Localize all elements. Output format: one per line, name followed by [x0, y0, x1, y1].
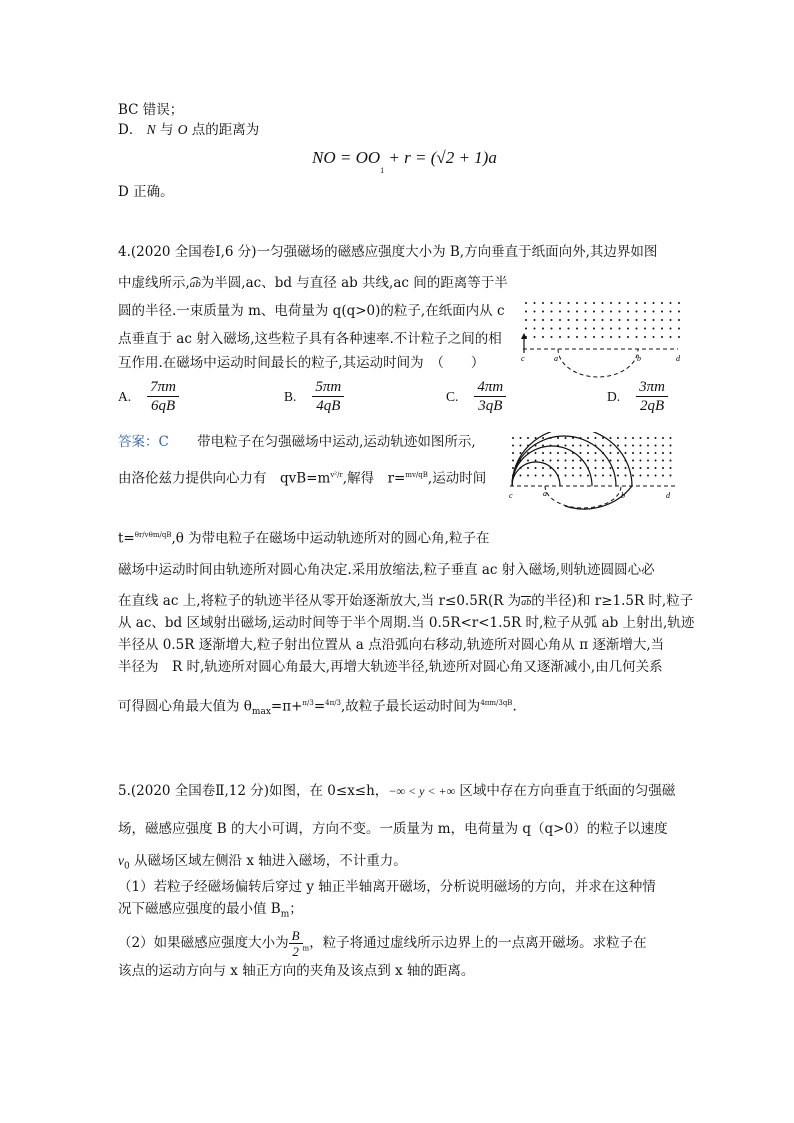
- field-dot: [678, 336, 680, 338]
- field-dot: [557, 437, 559, 439]
- fig1-label-a: a: [554, 354, 558, 363]
- field-dot: [619, 328, 621, 330]
- a4-line-1: 答案：C 带电粒子在匀强磁场中运动,运动轨迹如图所示,: [118, 434, 476, 450]
- field-dot: [610, 302, 612, 304]
- field-dot: [535, 467, 537, 469]
- field-dot: [527, 460, 529, 462]
- field-dot: [647, 460, 649, 462]
- field-dot: [619, 319, 621, 321]
- field-dot: [653, 328, 655, 330]
- field-dot: [647, 452, 649, 454]
- field-dot: [670, 302, 672, 304]
- field-dot: [644, 302, 646, 304]
- field-dot: [632, 475, 634, 477]
- a4-line-8: 半径为 R 时,轨迹所对圆心角最大,再增大轨迹半径,轨迹所对圆心角又逐渐减小,由几何关系: [118, 659, 663, 675]
- fig1-label-d: d: [676, 354, 680, 363]
- field-dot: [576, 302, 578, 304]
- d-correct-text: D 正确。: [118, 184, 174, 200]
- field-dot: [542, 319, 544, 321]
- fig1-label-b: b: [637, 354, 641, 363]
- field-dot: [640, 460, 642, 462]
- field-dot: [568, 302, 570, 304]
- a4-line-7: 半径从 0.5R 逐渐增大,粒子射出位置从 a 点沿弧向右移动,轨迹所对圆心角从 π 逐渐增大,当: [118, 637, 665, 653]
- q5-line-6: （2）如果磁感应强度大小为 $\frac{B}{2}$ $_m$，粒子将通过虚线所示边界上的一点离开磁场。求粒子在: [118, 928, 647, 959]
- field-dot: [595, 467, 597, 469]
- field-dot: [670, 319, 672, 321]
- field-dot: [572, 467, 574, 469]
- field-dot: [625, 445, 627, 447]
- field-dot: [627, 319, 629, 321]
- field-dot: [619, 336, 621, 338]
- field-dot: [610, 467, 612, 469]
- field-dot: [559, 311, 561, 313]
- field-dot: [655, 437, 657, 439]
- field-dot: [640, 475, 642, 477]
- field-dot: [512, 445, 514, 447]
- field-dot: [568, 311, 570, 313]
- field-dot: [559, 328, 561, 330]
- field-dot: [647, 437, 649, 439]
- field-dot: [670, 452, 672, 454]
- field-dot: [534, 336, 536, 338]
- field-dot: [593, 336, 595, 338]
- field-dot: [602, 445, 604, 447]
- field-dot: [512, 437, 514, 439]
- field-dot: [525, 302, 527, 304]
- field-dot: [662, 445, 664, 447]
- field-dot: [542, 302, 544, 304]
- field-dot: [625, 452, 627, 454]
- field-dot: [662, 460, 664, 462]
- field-dot: [647, 475, 649, 477]
- field-dot: [670, 445, 672, 447]
- field-dot: [559, 302, 561, 304]
- arc-ab-symbol: ab: [189, 278, 201, 290]
- field-dot: [559, 319, 561, 321]
- field-dot: [512, 460, 514, 462]
- field-dot: [551, 336, 553, 338]
- q5-line-7: 该点的运动方向与 x 轴正方向的夹角及该点到 x 轴的距离。: [118, 963, 475, 979]
- fig2-label-d: d: [666, 491, 670, 500]
- field-dot: [602, 302, 604, 304]
- field-dot: [595, 475, 597, 477]
- field-dot: [593, 328, 595, 330]
- a4-line-6: 从 ac、bd 区域射出磁场,运动时间等于半个周期.当 0.5R<r<1.5R 时,粒子从弧 ab 上射出,轨迹: [118, 615, 695, 631]
- field-dot: [585, 319, 587, 321]
- field-dot: [617, 460, 619, 462]
- field-dot: [565, 452, 567, 454]
- field-dot: [551, 302, 553, 304]
- q4-magnetic-field-figure: [518, 297, 688, 387]
- field-dot: [610, 319, 612, 321]
- field-dot: [595, 460, 597, 462]
- field-dot: [640, 437, 642, 439]
- field-dot: [534, 328, 536, 330]
- option-d[interactable]: D. $\frac{3\pi m}{2qB}$: [607, 378, 668, 415]
- field-dot: [602, 460, 604, 462]
- field-dot: [557, 467, 559, 469]
- field-dot: [662, 452, 664, 454]
- a4-line-9: 可得圆心角最大值为 $\theta_{max}=\pi+^{\pi/3}=^{4\pi/3}$,故粒子最长运动时间为$^{4\pi m/3qB}$.: [118, 698, 517, 718]
- field-dot: [593, 311, 595, 313]
- field-dot: [632, 437, 634, 439]
- field-dot: [610, 437, 612, 439]
- field-dot: [551, 328, 553, 330]
- q4-line-4: 点垂直于 ac 射入磁场,这些粒子具有各种速率.不计粒子之间的相: [118, 331, 502, 347]
- field-dot: [662, 437, 664, 439]
- field-dot: [653, 336, 655, 338]
- field-dot: [670, 460, 672, 462]
- a4-line-2: 由洛伦兹力提供向心力有 $qvB=m^{v^2/r}$,解得 r=$^{mv/qB}$,运动时间: [118, 470, 487, 487]
- field-dot: [632, 452, 634, 454]
- field-dot: [653, 311, 655, 313]
- field-dot: [644, 336, 646, 338]
- field-dot: [595, 437, 597, 439]
- a4-line-4: 磁场中运动时间由轨迹所对圆心角决定.采用放缩法,粒子垂直 ac 射入磁场,则轨迹圆圆心必: [118, 562, 655, 578]
- field-dot: [585, 336, 587, 338]
- field-dot: [662, 467, 664, 469]
- field-dot: [550, 460, 552, 462]
- a4-line-3: t=$^{\theta r/v\theta m/qB}$,θ 为带电粒子在磁场中运动轨迹所对的圆心角,粒子在: [118, 530, 490, 547]
- field-dot: [565, 437, 567, 439]
- field-dot: [568, 328, 570, 330]
- field-dot: [580, 445, 582, 447]
- q4-line-3: 圆的半径.一束质量为 m、电荷量为 q(q>0)的粒子,在纸面内从 c: [118, 303, 505, 319]
- field-dot: [525, 328, 527, 330]
- a4-line-5: 在直线 ac 上,将粒子的轨迹半径从零开始逐渐放大,当 r≤0.5R(R 为ab的半径)和 r≥1.5R 时,粒子: [118, 593, 694, 609]
- q4-line-2: 中虚线所示,ab为半圆,ac、bd 与直径 ab 共线,ac 间的距离等于半: [118, 275, 508, 291]
- field-dot: [542, 475, 544, 477]
- field-dot: [525, 311, 527, 313]
- field-dot: [542, 311, 544, 313]
- field-dot: [625, 467, 627, 469]
- field-dot: [587, 475, 589, 477]
- field-dot: [655, 445, 657, 447]
- field-dot: [585, 311, 587, 313]
- field-dot: [593, 302, 595, 304]
- fig2-label-b: b: [621, 491, 625, 500]
- field-dot: [617, 437, 619, 439]
- field-dot: [647, 445, 649, 447]
- field-dot: [557, 452, 559, 454]
- field-dot: [636, 302, 638, 304]
- field-dot: [557, 460, 559, 462]
- field-dot: [617, 452, 619, 454]
- field-dot: [576, 311, 578, 313]
- field-dot: [610, 475, 612, 477]
- field-dot: [550, 452, 552, 454]
- field-dot: [527, 475, 529, 477]
- option-a[interactable]: A. $\frac{7\pi m}{6qB}$: [118, 378, 179, 415]
- field-dot: [587, 452, 589, 454]
- field-dot: [625, 475, 627, 477]
- field-dot: [610, 311, 612, 313]
- field-dot: [640, 467, 642, 469]
- fig2-label-a: a: [543, 489, 547, 498]
- field-dot: [636, 311, 638, 313]
- field-dot: [661, 336, 663, 338]
- field-dot: [535, 460, 537, 462]
- field-dot: [602, 467, 604, 469]
- field-dot: [572, 475, 574, 477]
- field-dot: [551, 311, 553, 313]
- field-dot: [534, 319, 536, 321]
- field-dot: [585, 328, 587, 330]
- field-dot: [527, 467, 529, 469]
- field-dot: [576, 319, 578, 321]
- field-dot: [602, 328, 604, 330]
- field-dot: [625, 437, 627, 439]
- field-dot: [542, 460, 544, 462]
- field-dot: [647, 467, 649, 469]
- q5-line-1: 5.(2020 全国卷Ⅱ,12 分)如图，在 0≤x≤h，−∞ < y < +∞ 区域中存在方向垂直于纸面的匀强磁: [118, 783, 676, 799]
- field-dot: [568, 336, 570, 338]
- field-dot: [655, 460, 657, 462]
- field-dot: [653, 319, 655, 321]
- field-dot: [568, 319, 570, 321]
- field-dot: [640, 445, 642, 447]
- field-dot: [602, 319, 604, 321]
- field-dot: [619, 302, 621, 304]
- field-dot: [670, 311, 672, 313]
- field-dot: [602, 475, 604, 477]
- field-dot: [520, 475, 522, 477]
- field-dot: [587, 437, 589, 439]
- field-dot: [644, 328, 646, 330]
- field-dot: [655, 452, 657, 454]
- field-dot: [661, 311, 663, 313]
- field-dot: [593, 319, 595, 321]
- field-dot: [617, 445, 619, 447]
- field-dot: [572, 460, 574, 462]
- field-dot: [559, 336, 561, 338]
- field-dot: [527, 437, 529, 439]
- option-b[interactable]: B. $\frac{5\pi m}{4qB}$: [284, 378, 344, 415]
- field-dot: [617, 475, 619, 477]
- field-dot: [520, 452, 522, 454]
- field-dot: [653, 302, 655, 304]
- field-dot: [580, 475, 582, 477]
- q5-line-2: 场，磁感应强度 B 的大小可调，方向不变。一质量为 m，电荷量为 q（q>0）的粒子以速度: [118, 821, 668, 837]
- field-dot: [542, 437, 544, 439]
- field-dot: [632, 467, 634, 469]
- field-dot: [670, 467, 672, 469]
- field-dot: [661, 328, 663, 330]
- field-dot: [512, 467, 514, 469]
- bc-wrong-text: BC 错误；: [118, 102, 184, 118]
- q4-line-5: 互作用.在磁场中运动时间最长的粒子,其运动时间为 （ ）: [118, 355, 485, 371]
- fig1-label-c: c: [521, 354, 525, 363]
- field-dot: [542, 336, 544, 338]
- field-dot: [661, 302, 663, 304]
- field-dot: [678, 328, 680, 330]
- field-dot: [627, 328, 629, 330]
- fig2-label-c: c: [509, 491, 513, 500]
- field-dot: [565, 467, 567, 469]
- field-dot: [627, 336, 629, 338]
- field-dot: [670, 475, 672, 477]
- field-dot: [627, 311, 629, 313]
- field-dot: [619, 311, 621, 313]
- field-dot: [610, 328, 612, 330]
- field-dot: [520, 437, 522, 439]
- field-dot: [580, 460, 582, 462]
- field-dot: [670, 437, 672, 439]
- field-dot: [512, 452, 514, 454]
- field-dot: [576, 328, 578, 330]
- field-dot: [610, 445, 612, 447]
- option-c[interactable]: C. $\frac{4\pi m}{3qB}$: [446, 378, 506, 415]
- field-dot: [655, 475, 657, 477]
- field-dot: [661, 319, 663, 321]
- field-dot: [551, 319, 553, 321]
- field-dot: [520, 445, 522, 447]
- field-dot: [640, 452, 642, 454]
- field-dot: [565, 445, 567, 447]
- field-dot: [644, 311, 646, 313]
- field-dot: [636, 328, 638, 330]
- field-dot: [610, 336, 612, 338]
- field-dot: [610, 452, 612, 454]
- field-dot: [662, 475, 664, 477]
- answer-label: 答案：C: [118, 434, 169, 450]
- q4-line-1: 4.(2020 全国卷Ⅰ,6 分)一匀强磁场的磁感应强度大小为 B,方向垂直于纸面向外,其边界如图: [118, 244, 658, 260]
- field-dot: [587, 460, 589, 462]
- field-dot: [678, 311, 680, 313]
- a4-trajectory-figure: [505, 432, 680, 510]
- field-dot: [580, 467, 582, 469]
- distance-equation: NO = $OO_1 + r = (√2 + 1)a$: [312, 148, 497, 175]
- q5-line-3: $v_0$ 从磁场区域左侧沿 x 轴进入磁场，不计重力。: [118, 853, 407, 872]
- field-dot: [644, 319, 646, 321]
- field-dot: [576, 336, 578, 338]
- field-dot: [580, 452, 582, 454]
- field-dot: [636, 336, 638, 338]
- field-dot: [525, 319, 527, 321]
- field-dot: [627, 302, 629, 304]
- q5-line-4: （1）若粒子经磁场偏转后穿过 y 轴正半轴离开磁场，分析说明磁场的方向，并求在这种情: [118, 879, 656, 895]
- field-dot: [534, 302, 536, 304]
- field-dot: [655, 467, 657, 469]
- field-dot: [542, 467, 544, 469]
- field-dot: [587, 445, 589, 447]
- field-dot: [632, 445, 634, 447]
- field-dot: [617, 467, 619, 469]
- field-dot: [535, 452, 537, 454]
- field-dot: [632, 460, 634, 462]
- q5-line-5: 况下磁感应强度的最小值 $B_m$；: [118, 901, 303, 920]
- field-dot: [550, 475, 552, 477]
- field-dot: [565, 475, 567, 477]
- field-dot: [542, 452, 544, 454]
- option-d-statement: D． N 与 O 点的距离为: [118, 122, 260, 138]
- field-dot: [678, 319, 680, 321]
- field-dot: [534, 311, 536, 313]
- field-dot: [535, 475, 537, 477]
- field-dot: [602, 336, 604, 338]
- field-dot: [585, 302, 587, 304]
- field-dot: [670, 336, 672, 338]
- field-dot: [565, 460, 567, 462]
- field-dot: [636, 319, 638, 321]
- field-dot: [595, 452, 597, 454]
- field-dot: [542, 328, 544, 330]
- field-dot: [670, 328, 672, 330]
- field-dot: [678, 302, 680, 304]
- field-dot: [602, 311, 604, 313]
- field-dot: [572, 445, 574, 447]
